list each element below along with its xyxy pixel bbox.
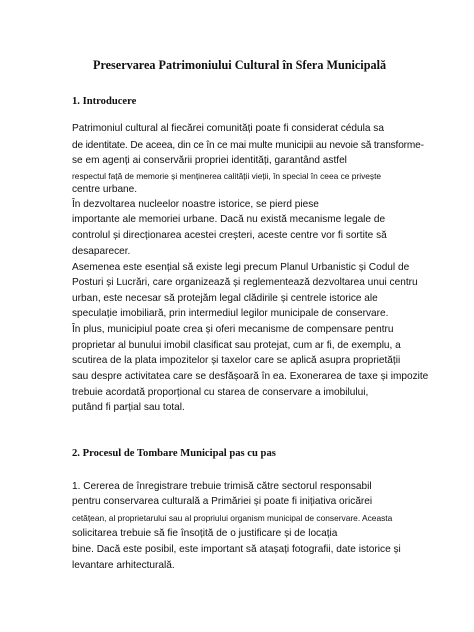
section-heading-procesul: 2. Procesul de Tombare Municipal pas cu pas	[72, 448, 276, 459]
paragraph-line: levantare arhitecturală.	[72, 560, 175, 571]
paragraph-line: de identitate. De aceea, din ce în ce mai multe municipii au nevoie să transforme-	[72, 140, 424, 151]
paragraph-line: solicitarea trebuie să fie însoțită de o justificare și de locația	[72, 528, 338, 539]
paragraph-line: Patrimoniul cultural al fiecărei comunități poate fi considerat cédula sa	[72, 123, 384, 134]
paragraph-line: În dezvoltarea nucleelor noastre istorice, se pierd piese	[72, 199, 319, 210]
paragraph-line: putând fi parțial sau total.	[72, 402, 185, 413]
paragraph-line: scutirea de la plata impozitelor și taxelor care se aplică asupra proprietății	[72, 355, 401, 366]
paragraph-line: proprietar al bunului imobil clasificat sau protejat, cum ar fi, de exemplu, a	[72, 340, 401, 351]
section-heading-introducere: 1. Introducere	[72, 96, 137, 107]
paragraph-line: 1. Cererea de înregistrare trebuie trimisă către sectorul responsabil	[72, 481, 372, 492]
paragraph-line: Asemenea este esențial să existe legi precum Planul Urbanistic și Codul de	[72, 262, 410, 273]
paragraph-line: desaparecer.	[72, 246, 131, 257]
paragraph-line: În plus, municipiul poate crea și oferi mecanisme de compensare pentru	[72, 324, 394, 335]
paragraph-line: se em agenți ai conservării propriei identități, garantând astfel	[72, 155, 347, 166]
paragraph-line: respectul față de memorie și menținerea calității vieții, în special în ceea ce privește	[72, 171, 382, 181]
paragraph-line: controlul și direcționarea acestei creșteri, aceste centre vor fi sortite să	[72, 230, 387, 241]
paragraph-line: speculație imobiliară, prin intermediul legilor municipale de conservare.	[72, 308, 389, 319]
paragraph-line: pentru conservarea culturală a Primăriei și poate fi inițiativa oricărei	[72, 496, 373, 507]
paragraph-line: bine. Dacă este posibil, este important să atașați fotografii, date istorice și	[72, 544, 401, 555]
paragraph-line: Posturi și Lucrări, care organizează și reglementează dezvoltarea unui centru	[72, 277, 418, 288]
paragraph-line: importante ale memoriei urbane. Dacă nu există mecanisme legale de	[72, 214, 386, 225]
paragraph-line: sau despre activitatea care se desfășoară în ea. Exonerarea de taxe și impozite	[72, 371, 429, 382]
paragraph-line: trebuie acordată proporțional cu starea de conservare a imobilului,	[72, 387, 369, 398]
paragraph-line: urban, este necesar să protejăm legal clădirile și centrele istorice ale	[72, 293, 378, 304]
document-title: Preservarea Patrimoniului Cultural în Sfera Municipală	[93, 58, 387, 72]
paragraph-line: cetățean, al proprietarului sau al propriului organism municipal de conservare. Aceasta	[72, 513, 393, 523]
paragraph-line: centre urbane.	[72, 184, 138, 195]
